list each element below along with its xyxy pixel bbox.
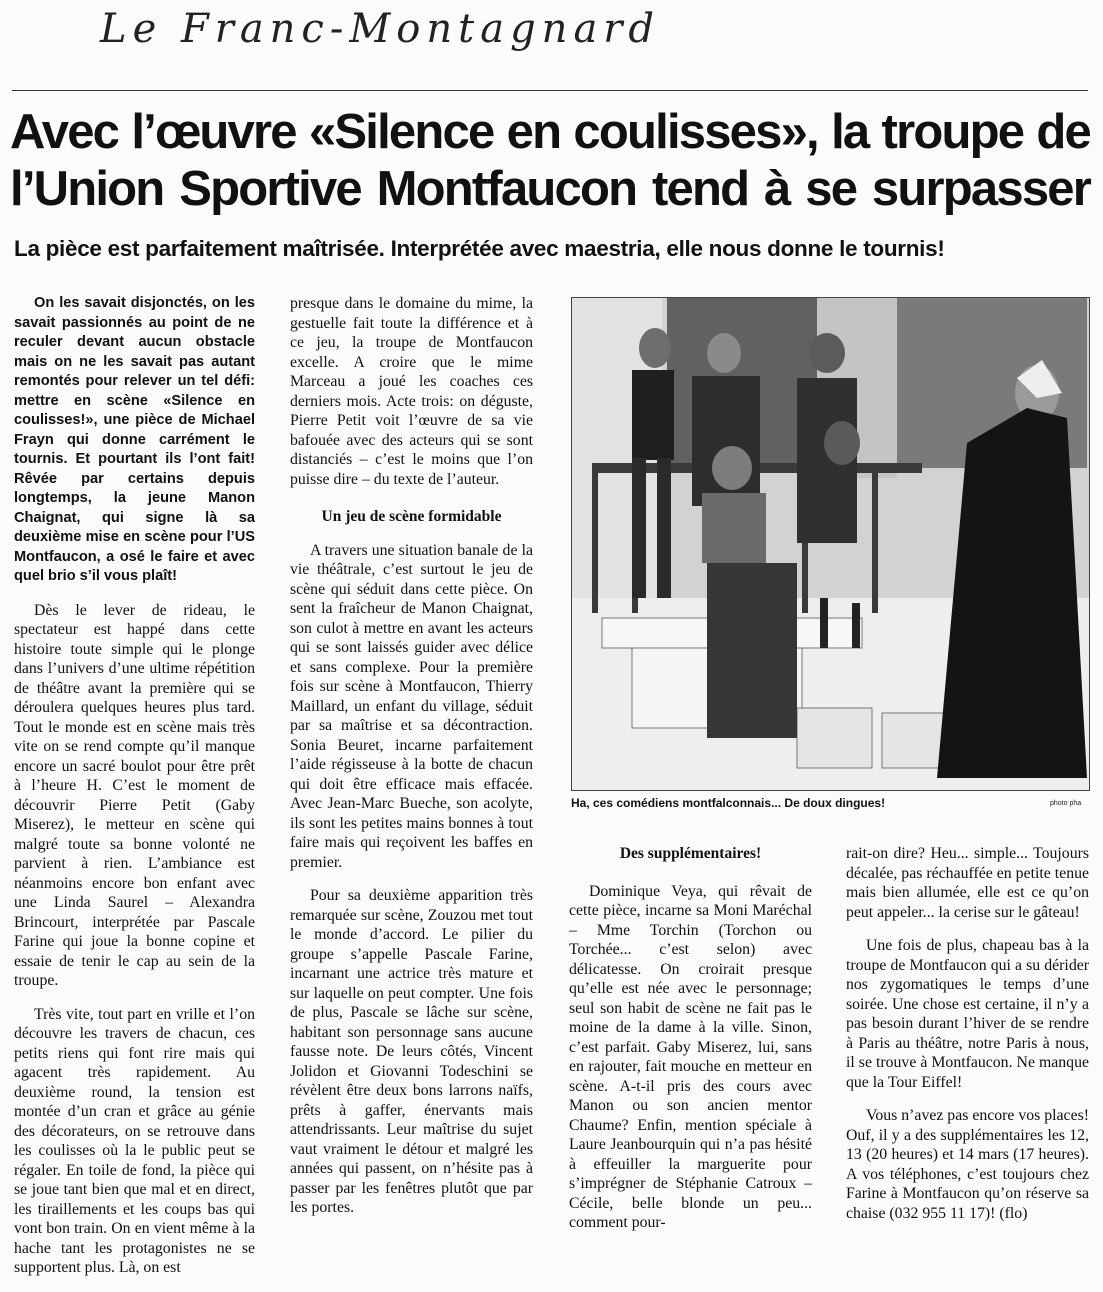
photo-credit: photo pha xyxy=(1050,800,1082,807)
column-4 xyxy=(846,844,1089,1237)
paragraph: Dominique Veya, qui rêvait de cette pièce, incarne sa Moni Maréchal – Mme Torchin (Torchon ou Torchée... c’est selon) avec délicatesse. On croirait presque qu’elle est née avec le personnage; seul son habit de scène ne fait pas le moine de la dame à la ville. Sinon, c’est parfait. Gaby Miserez, lui, sans en rajouter, fait mouche en metteur en scène. A-t-il pris des cours avec Manon ou son ancien mentor Chaume? Enfin, mention spéciale à Laure Jeanbourquin qui n’a pas hésité à effeuiller la marguerite pour s’imprégner de Stéphanie Catroux – Cécile, belle blonde un peu... comment pour- xyxy=(569,882,812,1231)
column-2 xyxy=(290,294,533,1232)
masthead-handwritten: Le Franc-Montagnard xyxy=(100,6,661,52)
column-3 xyxy=(569,844,812,1247)
paragraph: rait-on dire? Heu... simple... Toujours décalée, pas réchauffée en petite tenue mais bien allumée, elle est ce qu’on peut appeler... la cerise sur le gâteau! xyxy=(846,845,1089,921)
photo-caption: Ha, ces comédiens montfalconnais... De doux dingues! xyxy=(571,796,886,810)
section-heading: Un jeu de scène formidable xyxy=(321,508,502,525)
paragraph: Très vite, tout part en vrille et l’on découvre les travers de chacun, ces petits riens qui font rire mais qui agacent très rapidement. Au deuxième round, la tension est montée d’un cran et grâce au génie des décorateurs, on se retrouve dans les coulisses où la le public peut se régaler. En toile de fond, la pièce qui se joue tant bien que mal et en direct, les tiraillements et les coups bas qui vont bon train. On en vient même à la hache tant les protagonistes ne se supportent plus. Là, on est xyxy=(14,1005,255,1276)
paragraph: A travers une situation banale de la vie théâtrale, c’est surtout le jeu de scène qui séduit dans cette pièce. On sent la fraîcheur de Manon Chaignat, son culot à mettre en avant les acteurs qui se sont laissés guider avec délice et sans complexe. Pour la première fois sur scène à Montfaucon, Thierry Maillard, un enfant du village, séduit par sa maîtrise et sa décontraction. Sonia Beuret, incarne parfaitement l’aide régisseuse à la botte de chacun qui doit être efficace mais effacée. Avec Jean-Marc Bueche, son acolyte, ils sont les petites mains bonnes à tout faire mais qui reçoivent les baffes en premier. xyxy=(290,541,533,871)
paragraph: Vous n’avez pas encore vos places! Ouf, il y a des supplémentaires les 12, 13 (20 heures) et 14 mars (17 heures). A vos téléphones, c’est toujours chez Farine à Montfaucon qu’on réserve sa chaise (032 955 11 17)! (flo) xyxy=(846,1107,1089,1222)
stage-photo-illustration xyxy=(572,298,1089,790)
section-heading: Des supplémentaires! xyxy=(619,845,762,862)
paragraph: Dès le lever de rideau, le spectateur est happé dans cette histoire toute simple qui le plonge dans l’univers d’une ultime répétition de théâtre avant la première qui se déroulera quelques heures plus tard. Tout le monde est en scène mais très vite on se rend compte qu’il manque encore un sacré boulot pour être prêt à l’heure H. C’est le moment de découvrir Pierre Petit (Gaby Miserez), le metteur en scène qui malgré toute sa bonne volonté ne parvient à rien. L’ambiance est néanmoins encore bon enfant avec une Linda Saurel – Alexandra Brincourt, interprétée par Pascale Farine qui joue la bonne copine et essaie de tenir le cap au sein de la troupe. xyxy=(14,601,255,989)
top-rule xyxy=(12,90,1088,91)
paragraph: Pour sa deuxième apparition très remarquée sur scène, Zouzou met tout le monde d’accord. Le pilier du groupe s’appelle Pascale Farine, incarnant une actrice très mature et sur laquelle on peut compter. Une fois de plus, Pascale se lâche sur scène, habitant son personnage sans aucune fausse note. De leurs côtés, Vincent Jolidon et Giovanni Todeschini se révèlent être deux bons larrons naïfs, prêts à gaffer, énervants mais attendrissants. Leur maîtrise du sujet vaut vraiment le détour et malgré les années qui passent, on n’hésite pas à passer par les fenêtres plutôt que par les portes. xyxy=(290,887,533,1216)
paragraph: presque dans le domaine du mime, la gestuelle fait toute la différence et à ce jeu, la troupe de Montfaucon excelle. A croire que le mime Marceau a joué les coaches ces derniers mois. Acte trois: on déguste, Pierre Petit voit l’œuvre de sa vie bafouée avec des acteurs qui se sont distanciés – c’est le moins que l’on puisse dire – du texte de l’auteur. xyxy=(290,295,533,488)
column-1 xyxy=(14,294,255,1292)
lead-paragraph: On les savait disjonctés, on les savait passionnés au point de ne reculer devant aucun obstacle mais on ne les savait pas autant remontés pour relever un tel défi: mettre en scène «Silence en coulisses!», une pièce de Michael Frayn qui donne carrément le tournis. Et pourtant ils l’ont fait! Rêvée par certains depuis longtemps, la jeune Manon Chaignat, qui signe là sa deuxième mise en scène pour l’US Montfaucon, a osé le faire et avec quel brio s’il vous plaît! xyxy=(14,295,255,584)
stage-photo xyxy=(571,297,1090,791)
headline: Avec l’œuvre «Silence en coulisses», la troupe de l’Union Sportive Montfaucon tend à se surpasser xyxy=(10,105,1090,216)
subheadline: La pièce est parfaitement maîtrisée. Interprétée avec maestria, elle nous donne le tournis! xyxy=(14,236,945,261)
paragraph: Une fois de plus, chapeau bas à la troupe de Montfaucon qui a su dérider nos zygomatiques le temps d’une soirée. Une chose est certaine, il n’y a pas besoin durant l’hiver de se rendre à Paris au théâtre, notre Paris à nous, il se trouve à Montfaucon. Ne manque que la Tour Eiffel! xyxy=(846,937,1089,1091)
